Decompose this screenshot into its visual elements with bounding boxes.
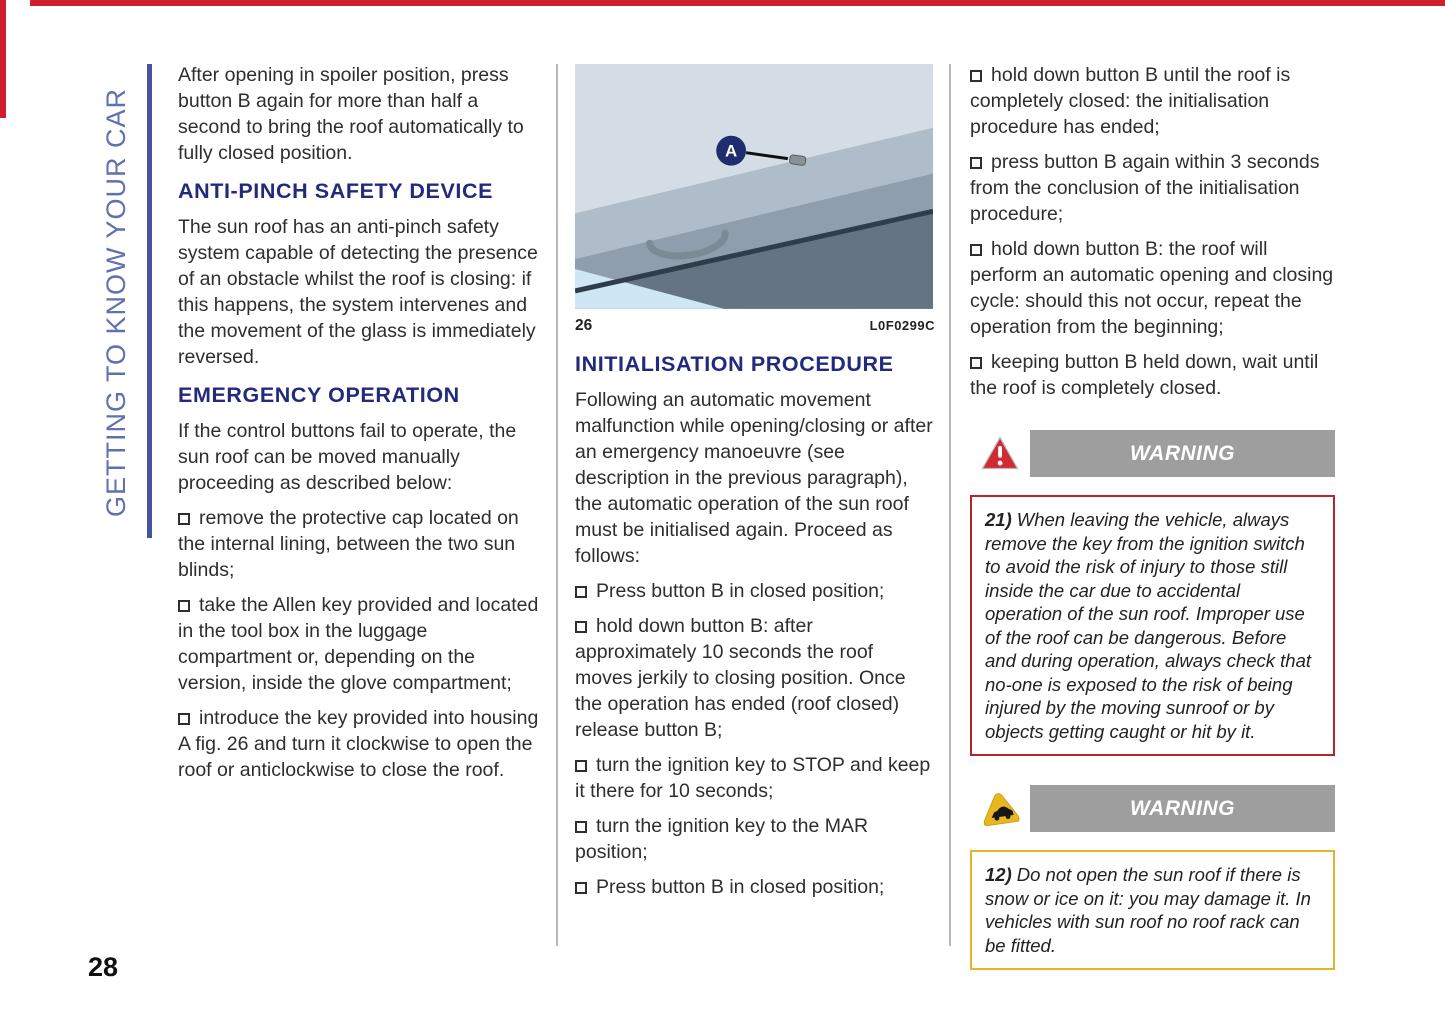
square-bullet-icon bbox=[178, 513, 190, 525]
bullet-text: hold down button B until the roof is completely closed: the initialisation procedure has ended; bbox=[970, 64, 1291, 138]
square-bullet-icon bbox=[970, 157, 982, 169]
square-bullet-icon bbox=[970, 244, 982, 256]
paragraph: If the control buttons fail to operate, the sun roof can be moved manually proceeding as described below: bbox=[178, 420, 517, 494]
warning-text: Do not open the sun roof if there is snow or ice on it: you may damage it. In vehicles with sun roof no roof rack can be fitted. bbox=[985, 864, 1311, 956]
bullet-text: turn the ignition key to STOP and keep it there for 10 seconds; bbox=[575, 754, 931, 802]
figure-caption bbox=[575, 313, 935, 339]
chapter-sidebar-label: GETTING TO KNOW YOUR CAR bbox=[101, 87, 131, 517]
column-3 bbox=[970, 62, 1335, 970]
square-bullet-icon bbox=[575, 821, 587, 833]
square-bullet-icon bbox=[178, 600, 190, 612]
bullet-text: turn the ignition key to the MAR position; bbox=[575, 815, 869, 863]
warning-icon-box bbox=[970, 785, 1030, 832]
bullet-text: take the Allen key provided and located in the tool box in the luggage compartment or, depending on the version, inside the glove compartment; bbox=[178, 594, 539, 694]
paragraph-intro: After opening in spoiler position, press button B again for more than half a second to bring the roof automatically to fully closed position. bbox=[178, 64, 524, 164]
bullet-item bbox=[575, 813, 935, 865]
warning-body-12 bbox=[970, 850, 1335, 970]
paragraph: The sun roof has an anti-pinch safety system capable of detecting the presence of an obstacle whilst the roof is closing: if this happens, the system intervenes and the movement of the glass is immediately reversed. bbox=[178, 216, 538, 368]
column-1 bbox=[178, 62, 541, 792]
bullet-text: Press button B in closed position; bbox=[596, 876, 885, 898]
bullet-text: press button B again within 3 seconds from the conclusion of the initialisation procedure; bbox=[970, 151, 1320, 225]
bullet-text: hold down button B: the roof will perform an automatic opening and closing cycle: should this not occur, repeat the operation from the beginning; bbox=[970, 238, 1334, 338]
bullet-item bbox=[970, 349, 1335, 401]
bullet-item bbox=[575, 578, 935, 604]
square-bullet-icon bbox=[970, 357, 982, 369]
bullet-item bbox=[178, 505, 541, 583]
red-frame-left bbox=[0, 0, 6, 118]
figure-26 bbox=[575, 64, 935, 339]
warning-title: WARNING bbox=[1130, 796, 1235, 820]
bullet-text: remove the protective cap located on the internal lining, between the two sun blinds; bbox=[178, 507, 519, 581]
column-divider bbox=[556, 64, 558, 946]
bullet-item bbox=[970, 149, 1335, 227]
square-bullet-icon bbox=[178, 713, 190, 725]
square-bullet-icon bbox=[970, 70, 982, 82]
square-bullet-icon bbox=[575, 586, 587, 598]
section-heading-emergency-operation: EMERGENCY OPERATION bbox=[178, 383, 460, 407]
warning-triangle-icon bbox=[980, 435, 1020, 472]
bullet-item bbox=[575, 874, 935, 900]
figure-number: 26 bbox=[575, 317, 593, 334]
key-housing-component bbox=[789, 155, 806, 166]
warning-icon-box bbox=[970, 430, 1030, 477]
figure-code: L0F0299C bbox=[869, 318, 935, 333]
chapter-sidebar-rule bbox=[147, 64, 152, 538]
bullet-text: Press button B in closed position; bbox=[596, 580, 885, 602]
bullet-item bbox=[970, 62, 1335, 140]
callout-a-label: A bbox=[725, 141, 738, 161]
square-bullet-icon bbox=[575, 882, 587, 894]
red-frame-top bbox=[30, 0, 1445, 6]
paragraph: Following an automatic movement malfunction while opening/closing or after an emergency manoeuvre (see description in the previous paragraph), the automatic operation of the sun roof must be initialised again. Proceed as follows: bbox=[575, 389, 933, 567]
warning-lead: 21) bbox=[985, 509, 1012, 530]
bullet-item bbox=[575, 752, 935, 804]
bullet-text: keeping button B held down, wait until the roof is completely closed. bbox=[970, 351, 1319, 399]
bullet-item bbox=[178, 705, 541, 783]
warning-title: WARNING bbox=[1130, 441, 1235, 465]
square-bullet-icon bbox=[575, 760, 587, 772]
car-damage-icon bbox=[979, 790, 1021, 828]
square-bullet-icon bbox=[575, 621, 587, 633]
column-divider bbox=[949, 64, 951, 946]
bullet-item bbox=[178, 592, 541, 696]
section-heading-initialisation: INITIALISATION PROCEDURE bbox=[575, 352, 894, 376]
warning-body-21 bbox=[970, 495, 1335, 756]
warning-lead: 12) bbox=[985, 864, 1012, 885]
bullet-text: hold down button B: after approximately 10 seconds the roof moves jerkily to closing position. Once the operation has ended (roof closed) release button B; bbox=[575, 615, 906, 741]
page-number: 28 bbox=[88, 952, 119, 982]
warning-header-damage bbox=[970, 785, 1335, 832]
sunroof-interior-photo bbox=[575, 64, 933, 309]
warning-text: When leaving the vehicle, always remove the key from the ignition switch to avoid the risk of injury to those still inside the car due to accidental operation of the sun roof. Improper use of the roof can be dangerous. Before and during operation, always check that no-one is exposed to the risk of being injured by the moving sunroof or by objects getting caught or hit by it. bbox=[985, 509, 1312, 742]
bullet-item bbox=[575, 613, 935, 743]
warning-header-general bbox=[970, 430, 1335, 477]
column-2 bbox=[575, 62, 935, 909]
bullet-text: introduce the key provided into housing A fig. 26 and turn it clockwise to open the roof or anticlockwise to close the roof. bbox=[178, 707, 539, 781]
bullet-item bbox=[970, 236, 1335, 340]
section-heading-anti-pinch: ANTI-PINCH SAFETY DEVICE bbox=[178, 179, 494, 203]
